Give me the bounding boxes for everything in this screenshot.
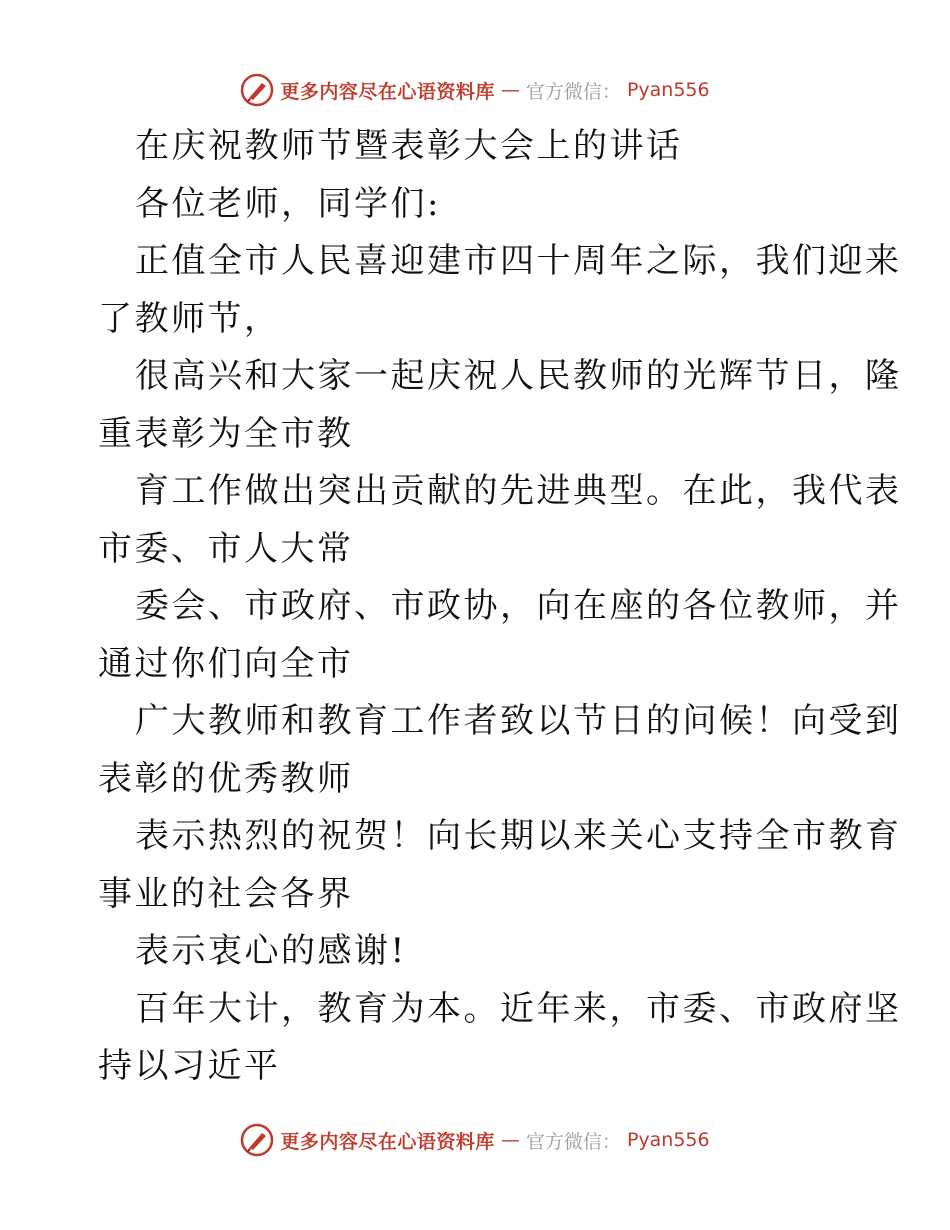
pen-logo-icon bbox=[240, 73, 274, 107]
body-line: 表彰的优秀教师 bbox=[98, 758, 354, 799]
body-line: 很高兴和大家一起庆祝人民教师的光辉节日，隆 bbox=[135, 356, 902, 396]
body-line: 了教师节， bbox=[98, 298, 281, 339]
body-line: 事业的社会各界 bbox=[98, 873, 354, 914]
watermark-dash: — bbox=[500, 79, 520, 101]
watermark-account-id: Pyan556 bbox=[626, 79, 710, 101]
watermark-account-label: 官方微信： bbox=[525, 80, 621, 103]
watermark-text: 更多内容尽在心语资料库 bbox=[280, 1130, 495, 1153]
body-line: 重表彰为全市教 bbox=[98, 413, 354, 454]
watermark-account-id: Pyan556 bbox=[626, 1129, 710, 1151]
body-line: 百年大计，教育为本。近年来，市委、市政府坚 bbox=[135, 988, 902, 1029]
document-title: 在庆祝教师节暨表彰大会上的讲话 bbox=[135, 126, 683, 166]
body-line: 广大教师和教育工作者致以节日的问候！向受到 bbox=[135, 701, 902, 741]
document-body bbox=[98, 118, 902, 1096]
body-line: 持以习近平 bbox=[98, 1046, 281, 1086]
body-line: 表示热烈的祝贺！向长期以来关心支持全市教育 bbox=[135, 816, 902, 856]
body-line: 通过你们向全市 bbox=[98, 643, 354, 684]
body-line: 表示衷心的感谢! bbox=[135, 931, 407, 971]
footer-watermark bbox=[0, 1120, 950, 1160]
pen-logo-icon bbox=[240, 1123, 274, 1157]
watermark-text: 更多内容尽在心语资料库 bbox=[280, 80, 495, 103]
body-line: 育工作做出突出贡献的先进典型。在此，我代表 bbox=[135, 471, 902, 511]
body-line: 委会、市政府、市政协，向在座的各位教师，并 bbox=[135, 586, 902, 626]
watermark-dash: — bbox=[500, 1129, 520, 1151]
salutation: 各位老师，同学们: bbox=[135, 183, 441, 224]
watermark-account-label: 官方微信： bbox=[525, 1130, 621, 1153]
body-line: 市委、市人大常 bbox=[98, 528, 354, 569]
body-line: 正值全市人民喜迎建市四十周年之际，我们迎来 bbox=[135, 241, 902, 281]
header-watermark bbox=[0, 70, 950, 110]
